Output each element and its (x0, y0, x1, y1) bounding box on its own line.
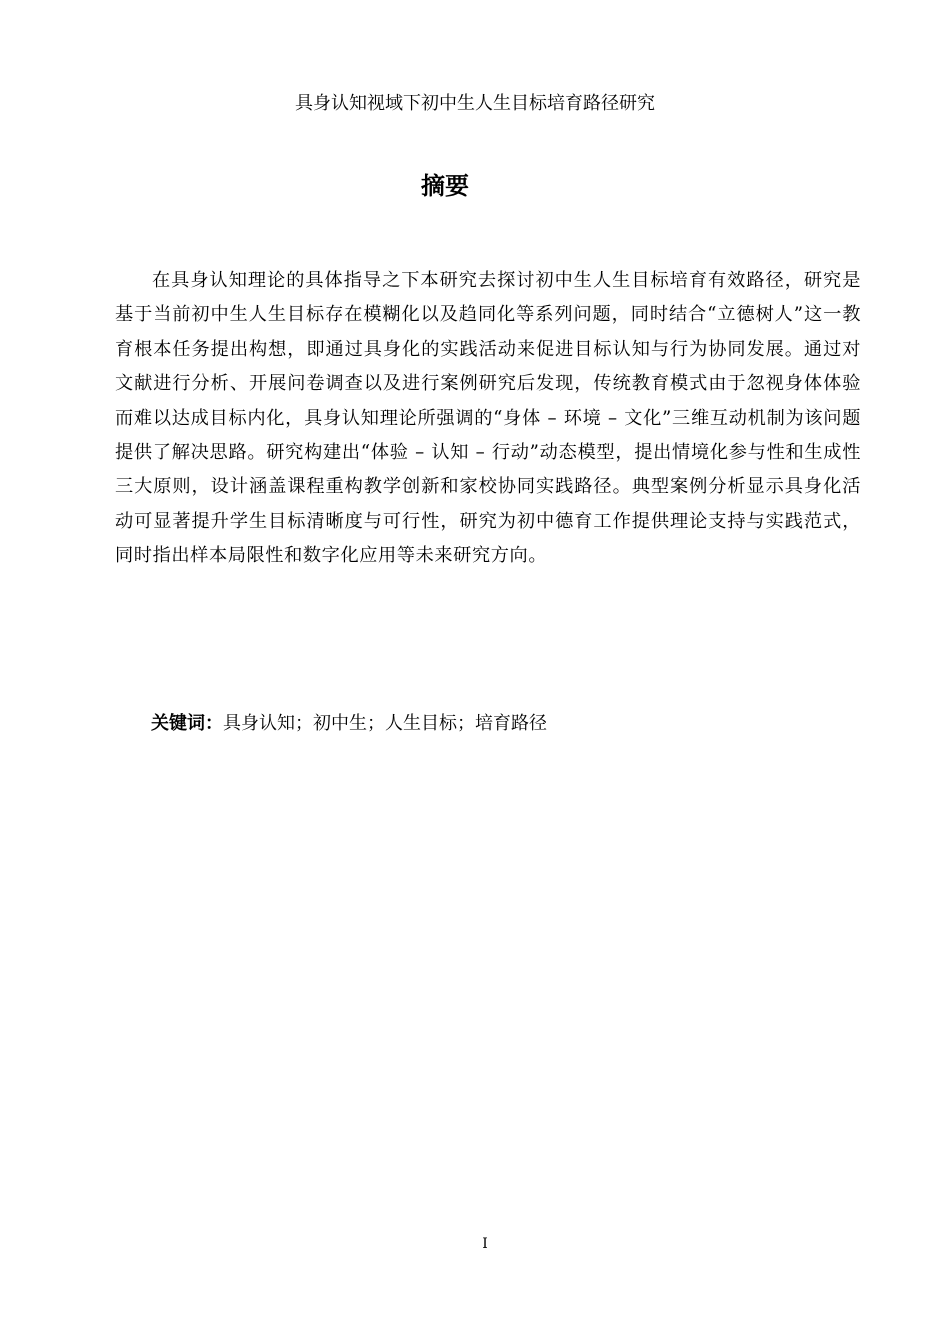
abstract-heading: 摘要 (421, 172, 469, 200)
keywords-label: 关键词： (151, 713, 223, 734)
running-title: 具身认知视域下初中生人生目标培育路径研究 (295, 93, 655, 114)
keywords-value: 具身认知；初中生；人生目标；培育路径 (223, 713, 547, 734)
page-number: I (482, 1236, 488, 1252)
keywords-line (151, 708, 861, 740)
abstract-body: 在具身认知理论的具体指导之下本研究去探讨初中生人生目标培育有效路径，研究是基于当前初中生人生目标存在模糊化以及趋同化等系列问题，同时结合“立德树人”这一教育根本任务提出构想，即通过具身化的实践活动来促进目标认知与行为协同发展。通过对文献进行分析、开展问卷调查以及进行案例研究后发现，传统教育模式由于忽视身体体验而难以达成目标内化，具身认知理论所强调的“身体 – 环境 – 文化”三维互动机制为该问题提供了解决思路。研究构建出“体验 – 认知 – 行动”动态模型，提出情境化参与性和生成性三大原则，设计涵盖课程重构教学创新和家校协同实践路径。典型案例分析显示具身化活动可显著提升学生目标清晰度与可行性，研究为初中德育工作提供理论支持与实践范式，同时指出样本局限性和数字化应用等未来研究方向。 (115, 270, 861, 567)
